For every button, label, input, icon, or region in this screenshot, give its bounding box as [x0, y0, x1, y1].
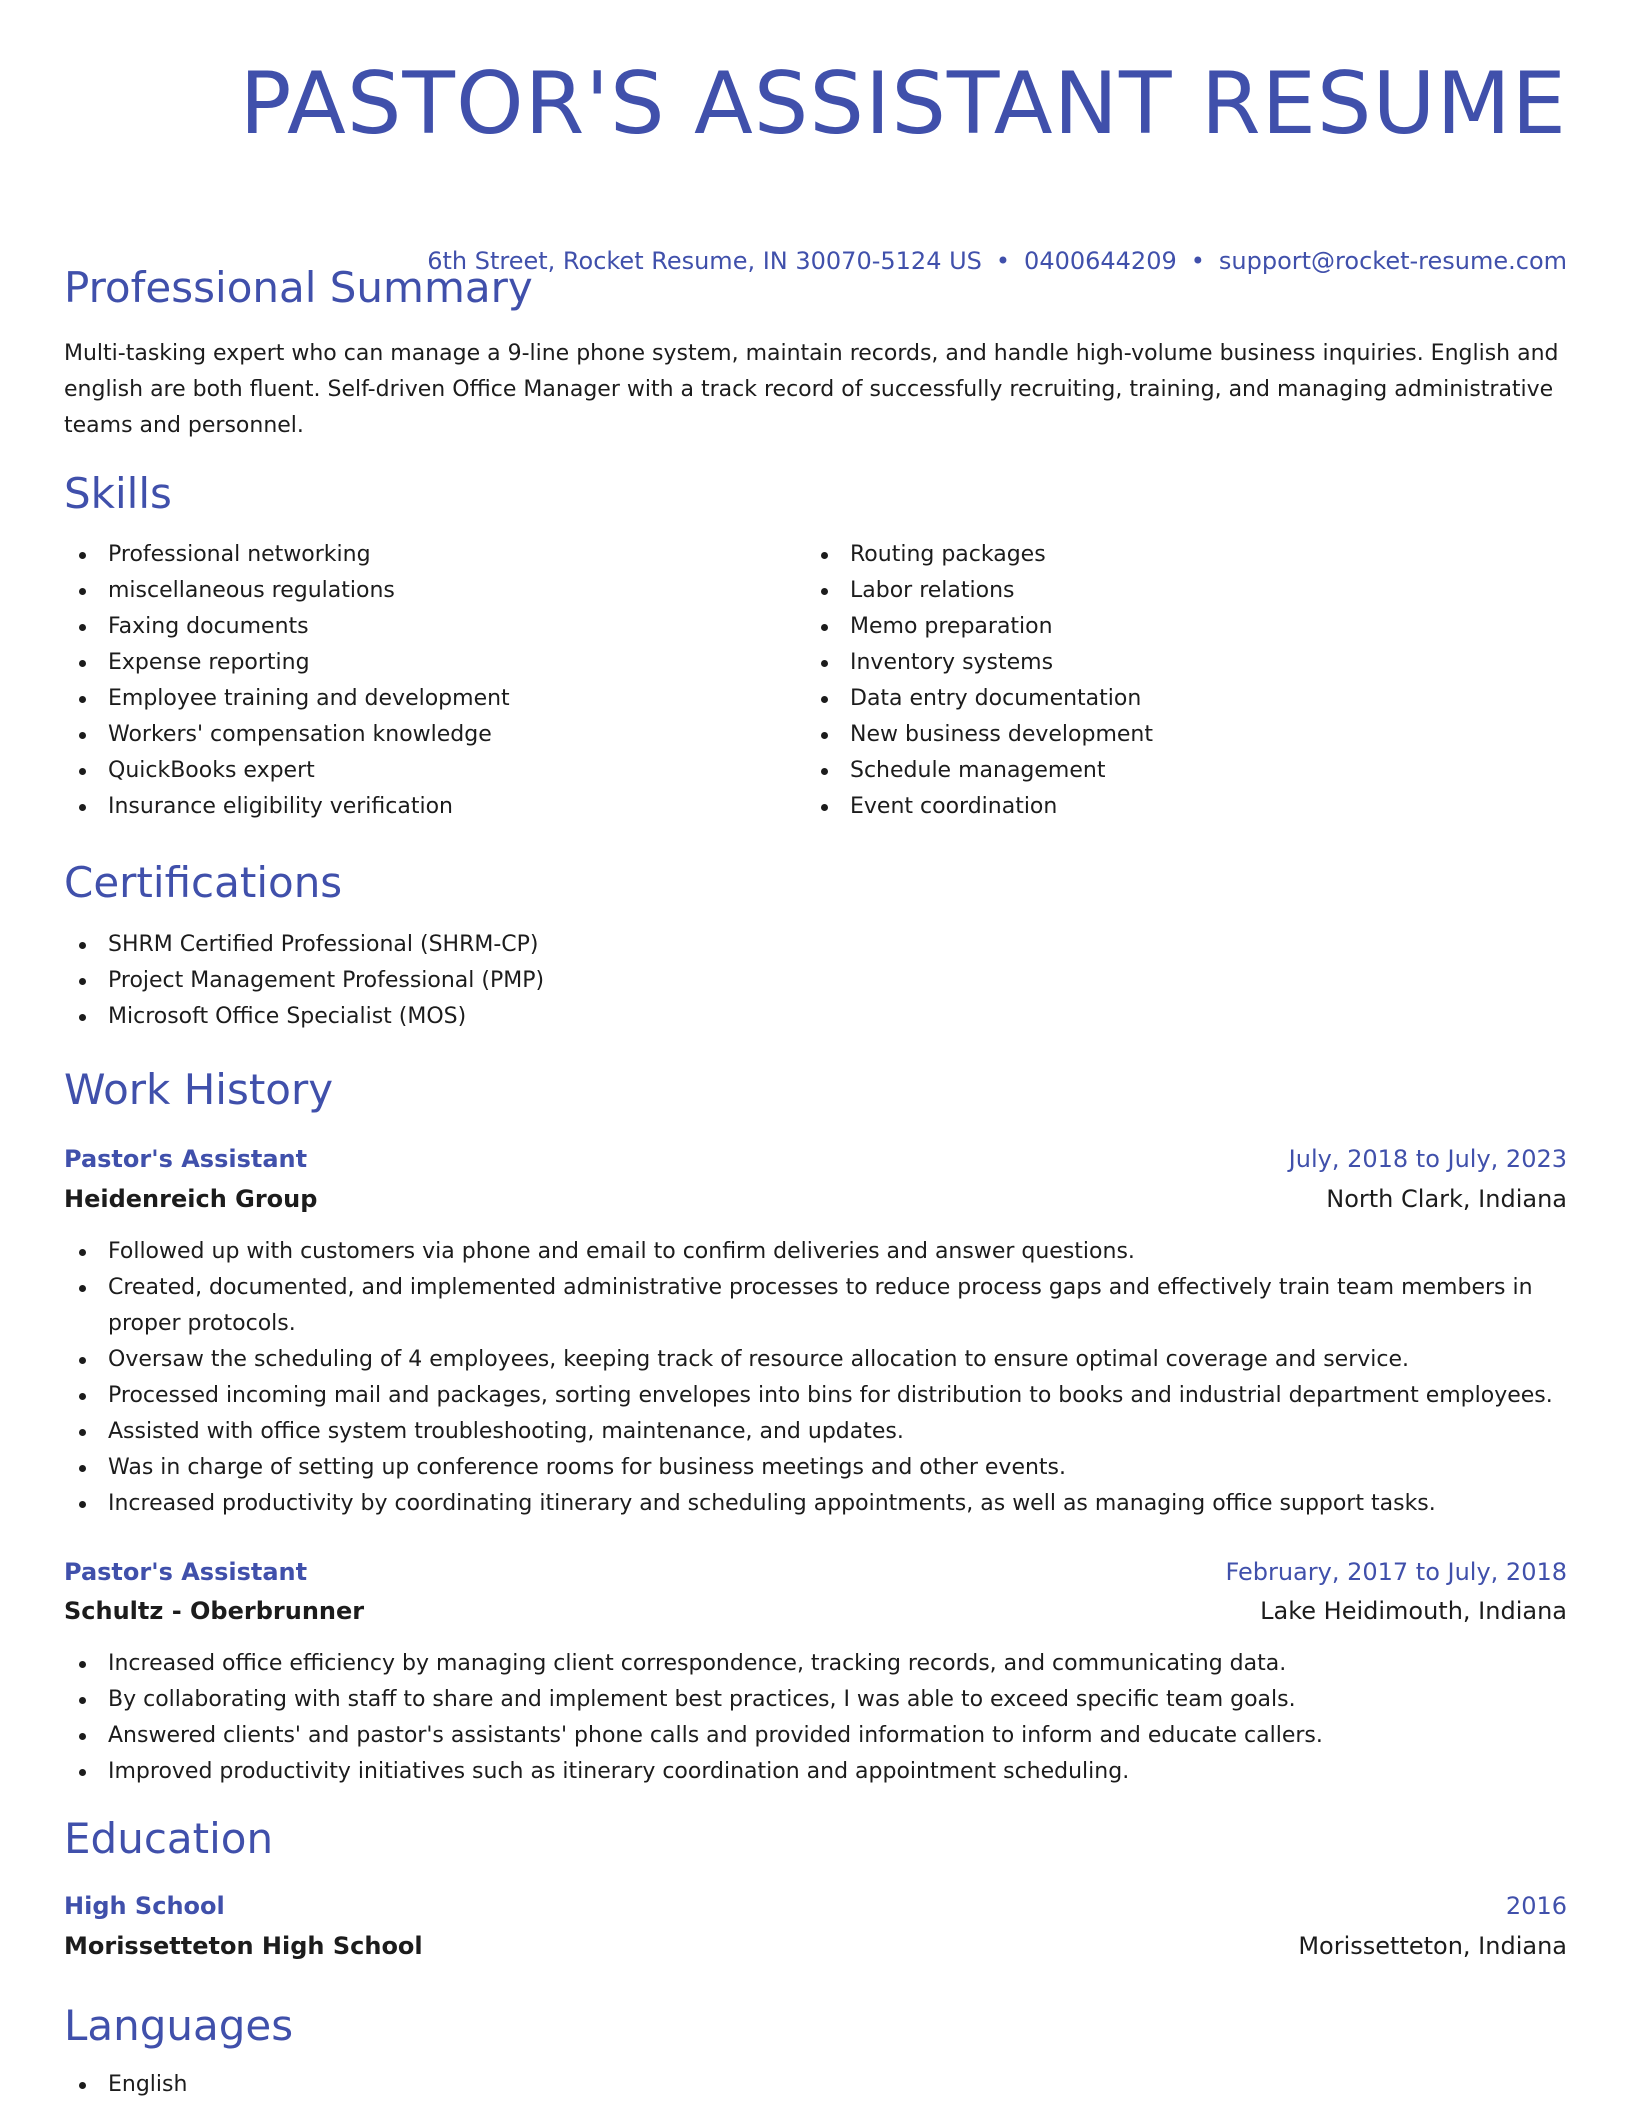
- job-bullet: Created, documented, and implemented administrative processes to reduce process gaps and effectively train team members in proper protocols.: [64, 1270, 1567, 1342]
- certification-item: Project Management Professional (PMP): [64, 963, 1567, 999]
- job-bullet: Assisted with office system troubleshooting, maintenance, and updates.: [64, 1414, 1567, 1450]
- job-bullets: [64, 1646, 1567, 1790]
- education-location: Morissetteton, Indiana: [1298, 1932, 1567, 1960]
- certification-item: Microsoft Office Specialist (MOS): [64, 999, 1567, 1035]
- contact-phone: 0400644209: [1024, 247, 1177, 275]
- skill-item: Expense reporting: [64, 645, 764, 681]
- job-bullet: Increased productivity by coordinating itinerary and scheduling appointments, as well as managing office support tasks.: [64, 1486, 1567, 1522]
- job-bullet: Oversaw the scheduling of 4 employees, keeping track of resource allocation to ensure optimal coverage and service.: [64, 1342, 1567, 1378]
- job-dates: July, 2018 to July, 2023: [1288, 1145, 1567, 1173]
- contact-address: 6th Street, Rocket Resume, IN 30070-5124 US: [427, 247, 982, 275]
- languages-list: [64, 2067, 1567, 2103]
- job-title: Pastor's Assistant: [64, 1145, 308, 1173]
- resume-title: PASTOR'S ASSISTANT RESUME: [239, 54, 1567, 154]
- work-history-heading: Work History: [64, 1065, 334, 1114]
- summary-text: Multi-tasking expert who can manage a 9-line phone system, maintain records, and handle high-volume business inquiries. English and english are both fluent. Self-driven Office Manager with a track record of successfully recruiting, training, and managing administrative teams and personnel.: [64, 341, 1559, 438]
- job-company: Heidenreich Group: [64, 1185, 318, 1213]
- certifications-heading: Certifications: [64, 858, 343, 907]
- resume-page: [64, 0, 1567, 2097]
- job-title: Pastor's Assistant: [64, 1558, 308, 1586]
- contact-email[interactable]: support@rocket-resume.com: [1218, 247, 1567, 275]
- job-bullet: Was in charge of setting up conference rooms for business meetings and other events.: [64, 1450, 1567, 1486]
- skill-item: Professional networking: [64, 537, 764, 573]
- skill-item: Insurance eligibility verification: [64, 789, 764, 825]
- skill-item: New business development: [806, 717, 1506, 753]
- job-company: Schultz - Oberbrunner: [64, 1597, 365, 1625]
- skill-item: Schedule management: [806, 753, 1506, 789]
- summary-heading: Professional Summary: [64, 263, 533, 312]
- skill-item: Workers' compensation knowledge: [64, 717, 764, 753]
- skills-heading: Skills: [64, 469, 172, 518]
- education-school: Morissetteton High School: [64, 1932, 423, 1960]
- skill-item: miscellaneous regulations: [64, 573, 764, 609]
- skill-item: Data entry documentation: [806, 681, 1506, 717]
- contact-separator: •: [995, 247, 1011, 275]
- certification-item: SHRM Certified Professional (SHRM-CP): [64, 927, 1567, 963]
- job-bullets: [64, 1234, 1567, 1522]
- languages-heading: Languages: [64, 2001, 294, 2050]
- certifications-list: [64, 927, 1567, 1035]
- job-bullet: Answered clients' and pastor's assistants' phone calls and provided information to inform and educate callers.: [64, 1718, 1567, 1754]
- job-bullet: Processed incoming mail and packages, sorting envelopes into bins for distribution to books and industrial department employees.: [64, 1378, 1567, 1414]
- skills-list-right: [806, 537, 1506, 825]
- contact-separator: •: [1190, 247, 1205, 275]
- job-location: Lake Heidimouth, Indiana: [1260, 1597, 1567, 1625]
- education-year: 2016: [1505, 1892, 1567, 1920]
- skill-item: Employee training and development: [64, 681, 764, 717]
- skill-item: Labor relations: [806, 573, 1506, 609]
- skill-item: Routing packages: [806, 537, 1506, 573]
- skill-item: QuickBooks expert: [64, 753, 764, 789]
- contact-line: [427, 246, 1567, 276]
- job-location: North Clark, Indiana: [1326, 1185, 1567, 1213]
- skill-item: Event coordination: [806, 789, 1506, 825]
- education-heading: Education: [64, 1814, 274, 1863]
- education-degree: High School: [64, 1892, 225, 1920]
- language-item: English: [64, 2067, 1567, 2103]
- job-dates: February, 2017 to July, 2018: [1225, 1558, 1567, 1586]
- job-bullet: Improved productivity initiatives such as itinerary coordination and appointment scheduling.: [64, 1754, 1567, 1790]
- skill-item: Faxing documents: [64, 609, 764, 645]
- job-bullet: Increased office efficiency by managing client correspondence, tracking records, and communicating data.: [64, 1646, 1567, 1682]
- skill-item: Memo preparation: [806, 609, 1506, 645]
- job-bullet: Followed up with customers via phone and email to confirm deliveries and answer questions.: [64, 1234, 1567, 1270]
- skills-list-left: [64, 537, 764, 825]
- skill-item: Inventory systems: [806, 645, 1506, 681]
- job-bullet: By collaborating with staff to share and implement best practices, I was able to exceed specific team goals.: [64, 1682, 1567, 1718]
